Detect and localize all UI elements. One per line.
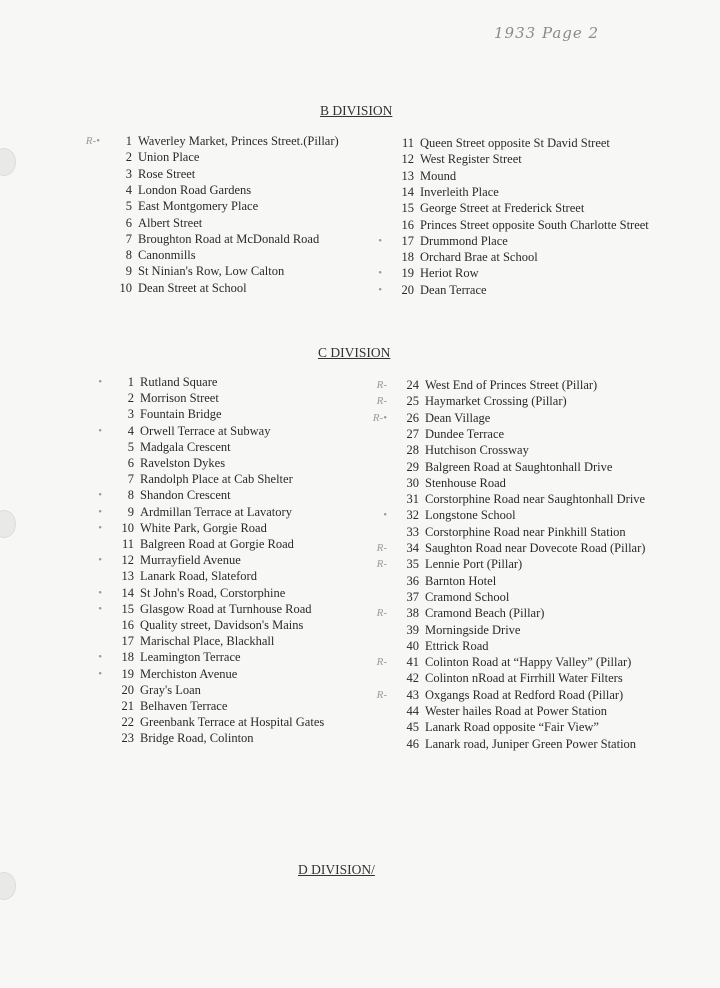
location-name: Orchard Brae at School bbox=[420, 250, 538, 265]
item-number: 9 bbox=[127, 504, 134, 519]
location-list-item bbox=[401, 135, 610, 151]
item-number: 5 bbox=[127, 439, 134, 454]
location-list-item bbox=[406, 703, 607, 719]
location-name: Leamington Terrace bbox=[140, 650, 241, 665]
location-list-item bbox=[401, 168, 457, 184]
item-number: 2 bbox=[127, 391, 134, 406]
location-list-item bbox=[98, 504, 292, 520]
location-name: Dean Terrace bbox=[420, 282, 487, 297]
location-list-item bbox=[125, 182, 252, 198]
item-number: 27 bbox=[406, 426, 419, 441]
location-list-item bbox=[125, 231, 320, 247]
location-name: Heriot Row bbox=[420, 266, 479, 281]
item-number: 8 bbox=[125, 248, 132, 263]
pencil-mark: • bbox=[98, 651, 102, 664]
b-division-heading: B DIVISION bbox=[320, 103, 393, 118]
location-list-item bbox=[125, 247, 196, 263]
pencil-mark: R- bbox=[376, 558, 387, 571]
item-number: 18 bbox=[401, 250, 414, 265]
item-number: 30 bbox=[406, 475, 419, 490]
punch-hole bbox=[0, 510, 16, 538]
location-name: Fountain Bridge bbox=[140, 407, 222, 422]
location-name: Ravelston Dykes bbox=[140, 456, 226, 470]
location-list-item bbox=[98, 374, 218, 390]
location-list-item bbox=[127, 455, 226, 471]
location-list-item bbox=[378, 265, 479, 281]
location-list-item bbox=[85, 133, 339, 149]
location-list-item bbox=[98, 487, 231, 503]
location-list-item bbox=[406, 573, 497, 589]
item-number: 15 bbox=[121, 601, 134, 616]
location-list-item bbox=[121, 714, 325, 730]
location-name: Corstorphine Road near Pinkhill Station bbox=[425, 524, 626, 539]
item-number: 41 bbox=[406, 655, 419, 670]
item-number: 29 bbox=[406, 459, 419, 474]
location-list-item bbox=[406, 638, 489, 654]
pencil-mark: • bbox=[378, 283, 382, 296]
item-number: 38 bbox=[406, 606, 419, 621]
location-list-item bbox=[378, 282, 487, 298]
location-name: West End of Princes Street (Pillar) bbox=[425, 378, 598, 392]
location-name: Stenhouse Road bbox=[425, 475, 506, 490]
location-name: Quality street, Davidson's Mains bbox=[140, 618, 304, 632]
item-number: 32 bbox=[406, 508, 419, 523]
location-name: Dundee Terrace bbox=[425, 426, 505, 441]
location-name: Wester hailes Road at Power Station bbox=[425, 704, 607, 718]
location-list-item bbox=[383, 507, 516, 523]
location-name: East Montgomery Place bbox=[138, 199, 259, 214]
pencil-mark: • bbox=[98, 489, 102, 502]
item-number: 44 bbox=[406, 704, 419, 718]
item-number: 13 bbox=[121, 569, 134, 584]
item-number: 11 bbox=[121, 537, 134, 551]
location-name: Marischal Place, Blackhall bbox=[140, 634, 275, 649]
location-name: Bridge Road, Colinton bbox=[140, 731, 254, 746]
item-number: 10 bbox=[121, 520, 134, 535]
location-list-item bbox=[98, 520, 267, 536]
item-number: 12 bbox=[401, 152, 414, 167]
location-name: Colinton nRoad at Firrhill Water Filters bbox=[425, 671, 623, 686]
item-number: 1 bbox=[127, 375, 134, 389]
location-list-item bbox=[406, 719, 599, 735]
location-list-item bbox=[406, 589, 510, 605]
pencil-mark: R- bbox=[376, 379, 387, 391]
item-number: 33 bbox=[406, 524, 419, 539]
item-number: 9 bbox=[125, 264, 132, 279]
location-list-item bbox=[376, 654, 632, 670]
item-number: 40 bbox=[406, 638, 419, 653]
location-list-item bbox=[127, 471, 293, 487]
pencil-mark: R- bbox=[376, 395, 387, 408]
pencil-mark: • bbox=[98, 667, 102, 680]
location-list-item bbox=[125, 166, 196, 182]
location-name: Belhaven Terrace bbox=[140, 699, 228, 713]
item-number: 46 bbox=[406, 736, 419, 751]
item-number: 35 bbox=[406, 557, 419, 572]
location-name: Cramond Beach (Pillar) bbox=[425, 606, 545, 621]
location-name: Morningside Drive bbox=[425, 622, 521, 637]
location-name: Greenbank Terrace at Hospital Gates bbox=[140, 715, 325, 730]
location-list-item bbox=[406, 475, 506, 491]
location-name: Dean Street at School bbox=[138, 280, 247, 295]
punch-hole bbox=[0, 148, 16, 176]
item-number: 16 bbox=[121, 618, 134, 632]
item-number: 12 bbox=[121, 553, 134, 568]
location-name: Broughton Road at McDonald Road bbox=[138, 231, 320, 246]
location-list-item bbox=[98, 552, 241, 568]
location-name: Inverleith Place bbox=[420, 184, 499, 199]
location-name: Saughton Road near Dovecote Road (Pillar) bbox=[425, 541, 646, 555]
item-number: 3 bbox=[125, 166, 132, 181]
location-name: Shandon Crescent bbox=[140, 488, 231, 503]
location-name: Lanark road, Juniper Green Power Station bbox=[425, 736, 637, 751]
item-number: 45 bbox=[406, 720, 419, 735]
location-name: St Ninian's Row, Low Calton bbox=[138, 264, 285, 279]
location-name: Madgala Crescent bbox=[140, 439, 231, 454]
location-list-item bbox=[406, 524, 626, 540]
item-number: 39 bbox=[406, 622, 419, 637]
location-name: Gray's Loan bbox=[140, 682, 201, 697]
location-list-item bbox=[401, 184, 499, 200]
item-number: 24 bbox=[406, 378, 419, 392]
item-number: 6 bbox=[125, 215, 132, 230]
item-number: 4 bbox=[125, 182, 132, 197]
item-number: 5 bbox=[125, 199, 132, 214]
location-name: Princes Street opposite South Charlotte Street bbox=[420, 217, 649, 232]
pencil-mark: R- bbox=[376, 688, 387, 701]
location-name: Balgreen Road at Saughtonhall Drive bbox=[425, 459, 613, 474]
pencil-mark: R-• bbox=[85, 135, 100, 147]
pencil-mark: • bbox=[98, 554, 102, 567]
item-number: 11 bbox=[401, 136, 414, 150]
location-list-item bbox=[121, 633, 275, 649]
item-number: 21 bbox=[121, 699, 134, 713]
location-list-item bbox=[376, 540, 646, 556]
c-division-heading: C DIVISION bbox=[318, 345, 391, 360]
location-name: Randolph Place at Cab Shelter bbox=[140, 472, 293, 487]
item-number: 8 bbox=[127, 488, 134, 503]
location-name: Colinton Road at “Happy Valley” (Pillar) bbox=[425, 655, 632, 670]
d-division-heading: D DIVISION/ bbox=[298, 862, 375, 877]
item-number: 37 bbox=[406, 589, 419, 604]
location-name: Barnton Hotel bbox=[425, 573, 497, 588]
location-list-item bbox=[119, 280, 247, 296]
location-list-item bbox=[125, 215, 203, 231]
location-list-item bbox=[401, 151, 522, 167]
pencil-mark: R- bbox=[376, 542, 387, 554]
item-number: 2 bbox=[125, 150, 132, 165]
location-name: Morrison Street bbox=[140, 391, 219, 406]
location-name: Canonmills bbox=[138, 248, 196, 263]
location-list-item bbox=[401, 217, 649, 233]
location-name: Haymarket Crossing (Pillar) bbox=[425, 394, 567, 409]
item-number: 18 bbox=[121, 650, 134, 665]
pencil-mark: • bbox=[98, 521, 102, 534]
item-number: 43 bbox=[406, 687, 419, 702]
location-list-item bbox=[127, 390, 219, 406]
location-name: Merchiston Avenue bbox=[140, 666, 238, 681]
location-list-item bbox=[125, 263, 285, 279]
location-list-item bbox=[406, 736, 637, 752]
location-list-item bbox=[376, 687, 624, 703]
location-list-item bbox=[125, 149, 200, 165]
item-number: 1 bbox=[125, 134, 132, 148]
location-name: White Park, Gorgie Road bbox=[140, 520, 267, 535]
item-number: 14 bbox=[121, 585, 134, 600]
location-name: Balgreen Road at Gorgie Road bbox=[140, 537, 294, 551]
location-list-item bbox=[406, 670, 623, 686]
location-name: Longstone School bbox=[425, 508, 516, 523]
location-name: Dean Village bbox=[425, 410, 491, 425]
pencil-mark: • bbox=[98, 505, 102, 518]
pencil-mark: • bbox=[98, 424, 102, 437]
location-name: Oxgangs Road at Redford Road (Pillar) bbox=[425, 687, 624, 702]
item-number: 20 bbox=[401, 282, 414, 297]
location-name: Orwell Terrace at Subway bbox=[140, 423, 271, 438]
item-number: 19 bbox=[121, 666, 134, 681]
item-number: 22 bbox=[121, 715, 134, 730]
location-name: Ettrick Road bbox=[425, 638, 489, 653]
location-list-item bbox=[121, 682, 201, 698]
location-name: Lennie Port (Pillar) bbox=[425, 557, 523, 572]
location-name: St John's Road, Corstorphine bbox=[140, 585, 286, 600]
location-name: Rutland Square bbox=[140, 375, 218, 389]
location-name: Mound bbox=[420, 168, 457, 183]
punch-hole bbox=[0, 872, 16, 900]
location-list-item bbox=[406, 622, 521, 638]
location-list-item bbox=[121, 568, 257, 584]
pencil-mark: • bbox=[98, 586, 102, 599]
location-name: London Road Gardens bbox=[138, 182, 252, 197]
item-number: 7 bbox=[127, 472, 134, 487]
location-name: Waverley Market, Princes Street.(Pillar) bbox=[138, 134, 339, 148]
pencil-mark: R- bbox=[376, 656, 387, 669]
pencil-mark: R- bbox=[376, 607, 387, 620]
item-number: 28 bbox=[406, 443, 419, 458]
location-name: Corstorphine Road near Saughtonhall Drive bbox=[425, 492, 646, 507]
location-list-item bbox=[406, 491, 646, 507]
item-number: 36 bbox=[406, 573, 419, 588]
item-number: 13 bbox=[401, 168, 414, 183]
item-number: 16 bbox=[401, 217, 414, 232]
location-list-item bbox=[372, 410, 491, 426]
item-number: 42 bbox=[406, 671, 419, 686]
location-name: Union Place bbox=[138, 150, 200, 165]
location-list-item bbox=[378, 233, 508, 249]
location-list-item bbox=[98, 423, 271, 439]
location-name: Albert Street bbox=[138, 215, 203, 230]
pencil-mark: • bbox=[98, 376, 102, 388]
location-name: Hutchison Crossway bbox=[425, 443, 529, 458]
location-list-item bbox=[406, 459, 613, 475]
location-list-item bbox=[98, 666, 238, 682]
location-list-item bbox=[121, 536, 294, 552]
location-list-item bbox=[376, 377, 598, 393]
location-list-item bbox=[121, 730, 254, 746]
location-list-item bbox=[401, 200, 585, 216]
location-list-item bbox=[376, 393, 567, 409]
item-number: 10 bbox=[119, 280, 132, 295]
item-number: 31 bbox=[406, 492, 419, 507]
location-name: Queen Street opposite St David Street bbox=[420, 136, 610, 150]
location-list-item bbox=[98, 649, 241, 665]
location-list-item bbox=[376, 605, 545, 621]
location-list-item bbox=[121, 617, 304, 633]
item-number: 17 bbox=[121, 634, 134, 649]
item-number: 7 bbox=[125, 231, 132, 246]
location-name: Murrayfield Avenue bbox=[140, 553, 241, 568]
location-name: Lanark Road opposite “Fair View” bbox=[425, 720, 599, 735]
item-number: 4 bbox=[127, 423, 134, 438]
location-name: Ardmillan Terrace at Lavatory bbox=[140, 504, 292, 519]
location-list-item bbox=[406, 442, 529, 458]
location-list-item bbox=[406, 426, 505, 442]
location-name: West Register Street bbox=[420, 152, 522, 167]
pencil-mark: R-• bbox=[372, 411, 387, 424]
item-number: 25 bbox=[406, 394, 419, 409]
pencil-mark: • bbox=[98, 602, 102, 615]
item-number: 6 bbox=[127, 456, 134, 470]
item-number: 23 bbox=[121, 731, 134, 746]
location-list-item bbox=[127, 406, 222, 422]
location-name: Rose Street bbox=[138, 166, 196, 181]
location-name: George Street at Frederick Street bbox=[420, 201, 585, 216]
handwritten-year-page-note: 1933 Page 2 bbox=[494, 24, 600, 42]
item-number: 14 bbox=[401, 184, 414, 199]
location-name: Glasgow Road at Turnhouse Road bbox=[140, 601, 312, 616]
item-number: 15 bbox=[401, 201, 414, 216]
location-list-item bbox=[125, 198, 259, 214]
location-list-item bbox=[98, 585, 286, 601]
location-list-item bbox=[376, 556, 523, 572]
item-number: 17 bbox=[401, 233, 414, 248]
location-list-item bbox=[98, 601, 312, 617]
item-number: 34 bbox=[406, 541, 419, 555]
pencil-mark: • bbox=[378, 267, 382, 280]
pencil-mark: • bbox=[383, 509, 387, 522]
location-list-item bbox=[121, 698, 228, 714]
location-name: Lanark Road, Slateford bbox=[140, 569, 257, 584]
item-number: 20 bbox=[121, 682, 134, 697]
location-name: Cramond School bbox=[425, 589, 510, 604]
pencil-mark: • bbox=[378, 234, 382, 247]
item-number: 3 bbox=[127, 407, 134, 422]
location-name: Drummond Place bbox=[420, 233, 508, 248]
item-number: 19 bbox=[401, 266, 414, 281]
location-list-item bbox=[127, 439, 231, 455]
location-list-item bbox=[401, 249, 538, 265]
item-number: 26 bbox=[406, 410, 419, 425]
